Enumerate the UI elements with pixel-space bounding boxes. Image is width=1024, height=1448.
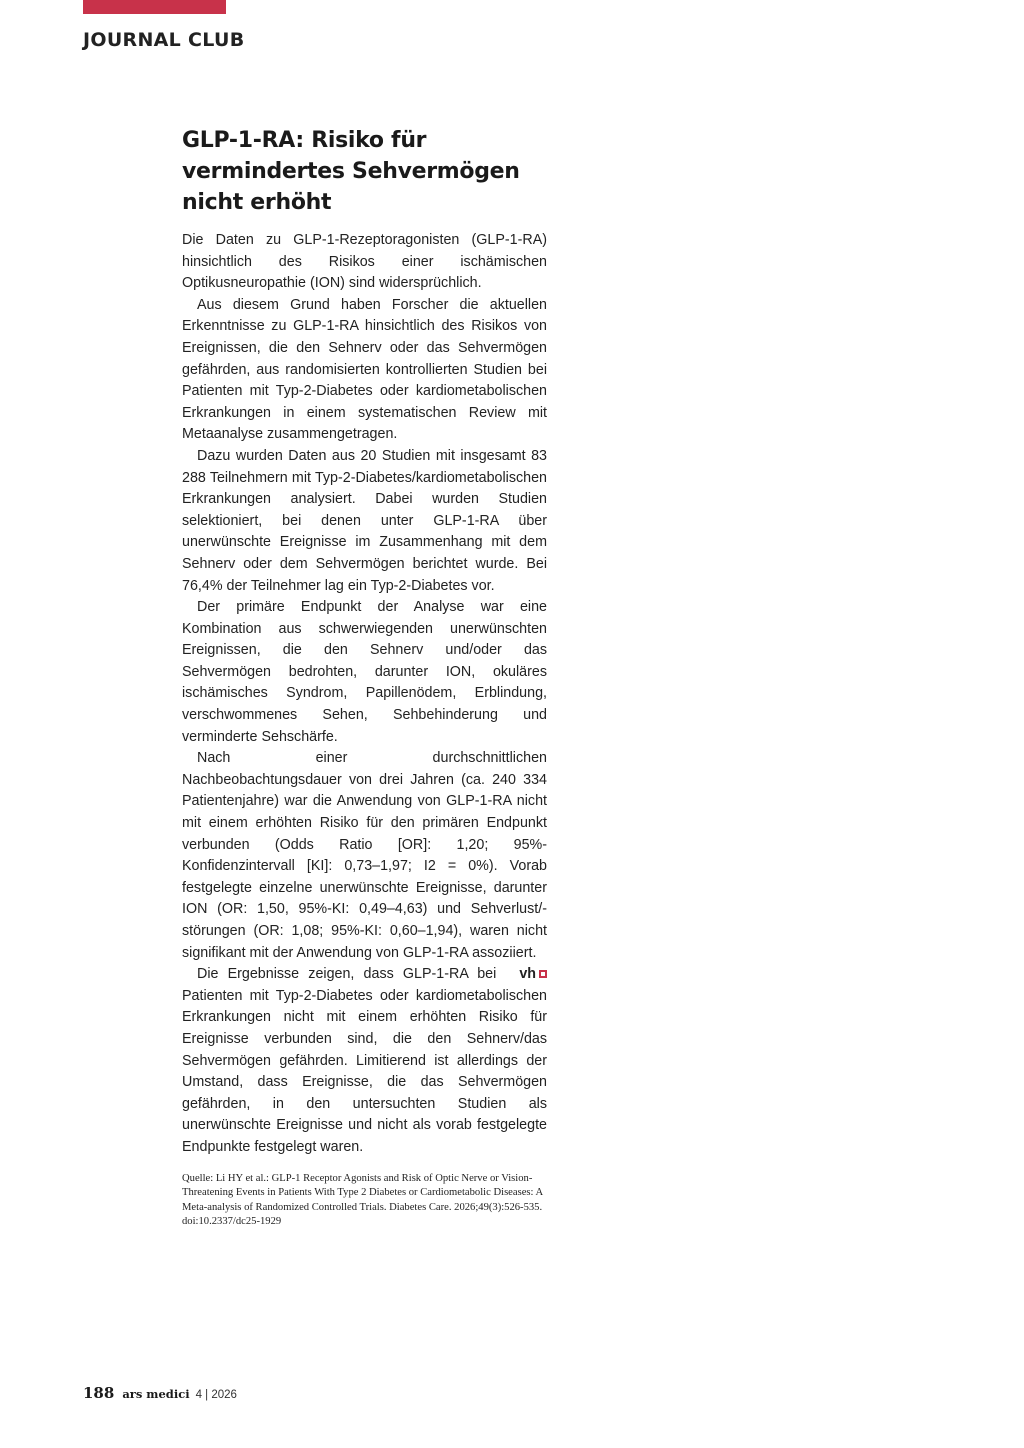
- source-citation: Quelle: Li HY et al.: GLP-1 Receptor Agonists and Risk of Optic Nerve or Vision-Threatening Events in Patients With Type 2 Diabetes or Cardiometabolic Diseases: A Meta-analysis of Randomized Controlled Trials. Diabetes Care. 2026;49(3):526-535. doi:10.2337/dc25-1929: [182, 1172, 543, 1228]
- end-of-article-square-icon: [539, 970, 547, 978]
- page-number: 188: [83, 1384, 115, 1402]
- author-initials: vh: [519, 966, 536, 983]
- author-signoff: [504, 964, 547, 986]
- issue-number: 4 | 2026: [195, 1389, 237, 1401]
- paragraph-6-text: Die Ergebnisse zeigen, dass GLP-1-RA bei Patienten mit Typ-2-Diabetes oder kardiometabolischen Erkrankungen nicht mit einem erhöhten Risiko für Ereignisse verbunden sind, die den Sehnerv/das Sehvermögen gefährden. Limitierend ist allerdings der Umstand, dass Ereignisse, die das Sehvermögen gefährden, in den untersuchten Studien als unerwünschte Ereignisse und nicht als vorab festgelegte Endpunkte festgelegt waren.: [182, 966, 547, 1155]
- paragraph-2: Aus diesem Grund haben Forscher die aktuellen Erkenntnisse zu GLP-1-RA hinsichtlich des Risikos von Ereignissen, die den Sehnerv oder das Sehvermögen gefährden, aus randomisierten kontrollierten Studien bei Patienten mit Typ-2-Diabetes oder kardiometabolischen Erkrankungen in einem systematischen Review mit Metaanalyse zusammengetragen.: [182, 296, 547, 443]
- journal-name: ars medici: [122, 1387, 190, 1401]
- paragraph-3: Dazu wurden Daten aus 20 Studien mit insgesamt 83 288 Teilnehmern mit Typ-2-Diabetes/kardiometabolischen Erkrankungen analysiert. Dabei wurden Studien selektioniert, bei denen unter GLP-1-RA über unerwünschte Ereignisse im Zusammenhang mit dem Sehnerv oder dem Sehvermögen berichtet wurde. Bei 76,4% der Teilnehmer lag ein Typ-2-Diabetes vor.: [182, 447, 547, 594]
- article: [182, 125, 547, 1230]
- article-headline: GLP-1-RA: Risiko für vermindertes Sehvermögen nicht erhöht: [182, 128, 520, 215]
- paragraph-4: Der primäre Endpunkt der Analyse war eine Kombination aus schwerwiegenden unerwünschten Ereignissen, die den Sehnerv und/oder das Sehvermögen bedrohten, darunter ION, okuläres ischämisches Syndrom, Papillenödem, Erblindung, verschwommenes Sehen, Sehbehinderung und verminderte Sehschärfe.: [182, 599, 547, 745]
- section-label: JOURNAL CLUB: [83, 29, 245, 51]
- paragraph-6: [182, 964, 547, 1158]
- page-footer: [83, 1384, 237, 1402]
- section-color-bar: [83, 0, 226, 14]
- paragraph-1: Die Daten zu GLP-1-Rezeptoragonisten (GLP-1-RA) hinsichtlich des Risikos einer ischämischen Optikusneuropathie (ION) sind widersprüchlich.: [182, 232, 547, 292]
- paragraph-5: Nach einer durchschnittlichen Nachbeobachtungsdauer von drei Jahren (ca. 240 334 Patientenjahre) war die Anwendung von GLP-1-RA nicht mit einem erhöhten Risiko für den primären Endpunkt verbunden (Odds Ratio [OR]: 1,20; 95%-Konfidenzintervall [KI]: 0,73–1,97; I2 = 0%). Vorab festgelegte einzelne unerwünschte Ereignisse, darunter ION (OR: 1,50, 95%-KI: 0,49–4,63) und Sehverlust/-störungen (OR: 1,08; 95%-KI: 0,60–1,94), waren nicht signifikant mit der Anwendung von GLP-1-RA assoziiert.: [182, 750, 547, 961]
- article-body: [182, 230, 547, 1159]
